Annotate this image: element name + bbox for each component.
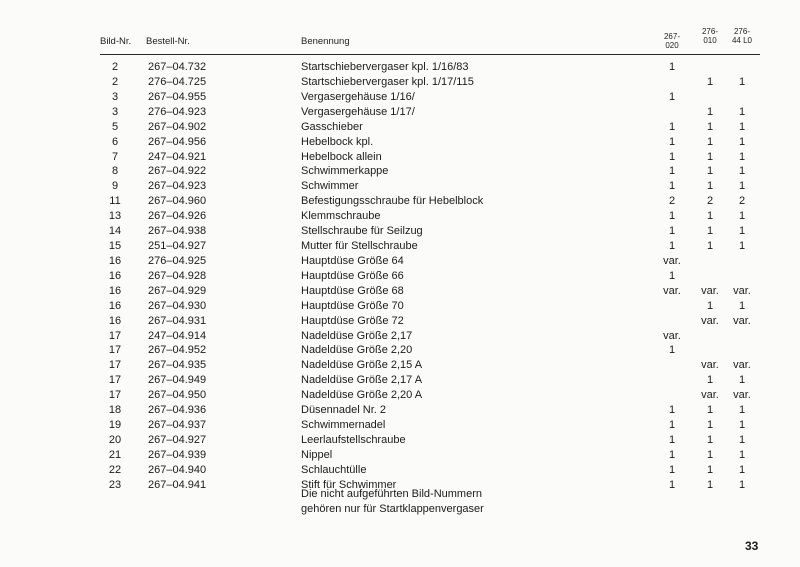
benennung-cell: Nippel [301, 448, 333, 461]
bestell-nr-cell: 267–04.960 [148, 195, 207, 208]
bild-nr-cell: 5 [111, 120, 119, 133]
qty-276-010-cell: 1 [706, 210, 714, 223]
bild-nr-cell: 3 [111, 105, 119, 118]
bestell-nr-cell: 267–04.922 [148, 165, 207, 178]
bestell-nr-cell: 267–04.938 [148, 225, 207, 238]
bestell-nr-cell: 276–04.925 [148, 254, 207, 267]
bestell-nr-cell: 247–04.914 [148, 329, 207, 342]
qty-276-010-cell: 1 [706, 150, 714, 163]
benennung-cell: Nadeldüse Größe 2,20 A [301, 389, 423, 402]
bestell-nr-cell: 267–04.926 [148, 210, 207, 223]
qty-267-020-cell: 1 [668, 210, 676, 223]
bestell-nr-cell: 267–04.902 [148, 120, 207, 133]
bild-nr-cell: 14 [108, 225, 122, 238]
table-row [0, 388, 800, 403]
qty-267-020-cell: 1 [668, 225, 676, 238]
bestell-nr-cell: 267–04.950 [148, 389, 207, 402]
table-row [0, 284, 800, 299]
qty-276-010-cell: var. [701, 359, 719, 372]
qty-276-44l0-cell: 1 [738, 419, 746, 432]
bild-nr-cell: 18 [108, 404, 122, 417]
table-row [0, 209, 800, 224]
qty-276-010-cell: 1 [706, 135, 714, 148]
table-row [0, 224, 800, 239]
qty-267-020-cell: 2 [668, 195, 676, 208]
benennung-cell: Startschiebervergaser kpl. 1/17/115 [301, 75, 474, 88]
qty-276-010-cell: 1 [706, 225, 714, 238]
qty-276-44l0-cell: 1 [738, 210, 746, 223]
qty-267-020-cell: 1 [668, 404, 676, 417]
benennung-cell: Hauptdüse Größe 72 [301, 314, 404, 327]
bestell-nr-cell: 267–04.928 [148, 269, 207, 282]
qty-276-010-cell: 1 [706, 120, 714, 133]
bild-nr-cell: 16 [108, 269, 122, 282]
table-row [0, 418, 800, 433]
table-row [0, 463, 800, 478]
benennung-cell: Stellschraube für Seilzug [301, 225, 423, 238]
bestell-nr-cell: 267–04.930 [148, 299, 207, 312]
benennung-cell: Hauptdüse Größe 70 [301, 299, 404, 312]
qty-276-010-cell: 1 [706, 165, 714, 178]
benennung-cell: Hauptdüse Größe 66 [301, 269, 404, 282]
bestell-nr-cell: 247–04.921 [148, 150, 207, 163]
header-model-line-2: 020 [665, 41, 679, 50]
benennung-cell: Düsennadel Nr. 2 [301, 404, 386, 417]
benennung-cell: Hauptdüse Größe 64 [301, 254, 404, 267]
qty-267-020-cell: 1 [668, 269, 676, 282]
table-row [0, 164, 800, 179]
bild-nr-cell: 17 [108, 374, 122, 387]
benennung-cell: Hebelbock kpl. [301, 135, 374, 148]
qty-276-010-cell: 1 [706, 105, 714, 118]
bestell-nr-cell: 251–04.927 [148, 240, 207, 253]
qty-267-020-cell: 1 [668, 448, 676, 461]
qty-276-44l0-cell: 1 [738, 165, 746, 178]
qty-276-44l0-cell: 1 [738, 434, 746, 446]
table-row [0, 358, 800, 373]
qty-276-010-cell: 1 [706, 434, 714, 446]
page-number: 33 [745, 539, 759, 553]
bestell-nr-cell: 276–04.725 [148, 75, 207, 88]
qty-276-010-cell: 2 [706, 195, 714, 208]
bestell-nr-cell: 267–04.923 [148, 180, 207, 193]
table-row [0, 135, 800, 150]
benennung-cell: Vergasergehäuse 1/17/ [301, 105, 415, 118]
benennung-cell: Nadeldüse Größe 2,17 A [301, 374, 423, 387]
table-row [0, 403, 800, 418]
benennung-cell: Klemmschraube [301, 210, 381, 223]
qty-267-020-cell: 1 [668, 463, 676, 476]
qty-267-020-cell: 1 [668, 478, 676, 491]
qty-276-44l0-cell: 1 [738, 225, 746, 238]
bild-nr-cell: 9 [111, 180, 119, 193]
qty-276-44l0-cell: var. [733, 284, 751, 297]
header-model-276-44l0 [722, 27, 762, 45]
header-benennung: Benennung [301, 36, 350, 47]
benennung-cell: Nadeldüse Größe 2,15 A [301, 359, 423, 372]
qty-267-020-cell: 1 [668, 180, 676, 193]
qty-276-44l0-cell: 1 [738, 105, 746, 118]
bestell-nr-cell: 267–04.940 [148, 463, 207, 476]
qty-276-010-cell: var. [701, 284, 719, 297]
bild-nr-cell: 2 [111, 61, 119, 73]
bild-nr-cell: 20 [108, 434, 122, 446]
header-model-267-020 [652, 32, 692, 50]
bild-nr-cell: 6 [111, 135, 119, 148]
qty-267-020-cell: 1 [668, 61, 676, 73]
bild-nr-cell: 17 [108, 359, 122, 372]
qty-276-44l0-cell: 1 [738, 374, 746, 387]
qty-267-020-cell: 1 [668, 135, 676, 148]
table-row [0, 194, 800, 209]
qty-276-010-cell: 1 [706, 448, 714, 461]
bestell-nr-cell: 267–04.952 [148, 344, 207, 357]
table-row [0, 343, 800, 358]
qty-276-010-cell: 1 [706, 180, 714, 193]
bestell-nr-cell: 267–04.732 [148, 61, 207, 73]
qty-267-020-cell: 1 [668, 90, 676, 103]
header-model-line-1: 276- [733, 27, 750, 36]
benennung-cell: Gasschieber [301, 120, 363, 133]
table-row [0, 60, 800, 75]
qty-276-010-cell: 1 [706, 240, 714, 253]
qty-276-010-cell: 1 [706, 404, 714, 417]
qty-267-020-cell: 1 [668, 419, 676, 432]
bestell-nr-cell: 267–04.941 [148, 478, 207, 491]
bestell-nr-cell: 267–04.929 [148, 284, 207, 297]
qty-276-44l0-cell: 1 [738, 463, 746, 476]
benennung-cell: Schwimmerkappe [301, 165, 389, 178]
qty-276-44l0-cell: 1 [738, 448, 746, 461]
qty-276-44l0-cell: var. [733, 359, 751, 372]
benennung-cell: Mutter für Stellschraube [301, 240, 418, 253]
bestell-nr-cell: 267–04.935 [148, 359, 207, 372]
bestell-nr-cell: 267–04.927 [148, 434, 207, 446]
bild-nr-cell: 16 [108, 299, 122, 312]
header-rule [100, 54, 760, 55]
bestell-nr-cell: 267–04.949 [148, 374, 207, 387]
bild-nr-cell: 19 [108, 419, 122, 432]
bild-nr-cell: 15 [108, 240, 122, 253]
benennung-cell: Hauptdüse Größe 68 [301, 284, 404, 297]
table-row [0, 329, 800, 344]
qty-276-44l0-cell: 1 [738, 150, 746, 163]
table-row [0, 179, 800, 194]
qty-276-44l0-cell: 1 [738, 478, 746, 491]
qty-267-020-cell: 1 [668, 434, 676, 446]
table-row [0, 448, 800, 463]
benennung-cell: Hebelbock allein [301, 150, 382, 163]
qty-276-44l0-cell: 1 [738, 240, 746, 253]
bestell-nr-cell: 267–04.956 [148, 135, 207, 148]
table-row [0, 314, 800, 329]
benennung-cell: Schlauchtülle [301, 463, 367, 476]
benennung-cell: Schwimmer [301, 180, 359, 193]
qty-267-020-cell: var. [663, 254, 681, 267]
qty-276-44l0-cell: 1 [738, 299, 746, 312]
bild-nr-cell: 23 [108, 478, 122, 491]
benennung-cell: Nadeldüse Größe 2,17 [301, 329, 413, 342]
bild-nr-cell: 22 [108, 463, 122, 476]
qty-267-020-cell: 1 [668, 120, 676, 133]
table-row [0, 75, 800, 90]
qty-276-010-cell: var. [701, 389, 719, 402]
qty-276-010-cell: 1 [706, 374, 714, 387]
table-row [0, 150, 800, 165]
qty-267-020-cell: var. [663, 284, 681, 297]
bild-nr-cell: 13 [108, 210, 122, 223]
qty-276-44l0-cell: var. [733, 314, 751, 327]
qty-276-44l0-cell: 1 [738, 75, 746, 88]
bild-nr-cell: 11 [109, 195, 121, 208]
qty-276-010-cell: 1 [706, 463, 714, 476]
table-row [0, 90, 800, 105]
bild-nr-cell: 16 [108, 254, 122, 267]
qty-276-44l0-cell: 1 [738, 180, 746, 193]
bild-nr-cell: 7 [111, 150, 119, 163]
qty-276-010-cell: 1 [706, 478, 714, 491]
bild-nr-cell: 16 [108, 314, 122, 327]
table-row [0, 299, 800, 314]
table-row [0, 239, 800, 254]
table-row [0, 105, 800, 120]
qty-267-020-cell: var. [663, 329, 681, 342]
benennung-cell: Stift für Schwimmer [301, 478, 397, 491]
qty-267-020-cell: 1 [668, 165, 676, 178]
bild-nr-cell: 8 [111, 165, 119, 178]
bestell-nr-cell: 267–04.931 [148, 314, 207, 327]
benennung-cell: Schwimmernadel [301, 419, 386, 432]
bild-nr-cell: 17 [108, 329, 122, 342]
qty-276-010-cell: 1 [706, 299, 714, 312]
qty-267-020-cell: 1 [668, 150, 676, 163]
table-row [0, 254, 800, 269]
benennung-cell: Nadeldüse Größe 2,20 [301, 344, 413, 357]
header-model-line-2: 44 L0 [731, 36, 753, 45]
bestell-nr-cell: 276–04.923 [148, 105, 207, 118]
bild-nr-cell: 21 [108, 448, 122, 461]
qty-276-44l0-cell: 1 [738, 404, 746, 417]
bestell-nr-cell: 267–04.939 [148, 448, 207, 461]
bild-nr-cell: 2 [111, 75, 119, 88]
header-bestell-nr: Bestell-Nr. [146, 36, 190, 47]
header-model-line-2: 010 [703, 36, 717, 45]
header-model-line-1: 276- [701, 27, 718, 36]
qty-276-44l0-cell: 2 [738, 195, 746, 208]
bild-nr-cell: 17 [108, 344, 122, 357]
bild-nr-cell: 17 [108, 389, 122, 402]
bestell-nr-cell: 267–04.937 [148, 419, 207, 432]
header-model-line-1: 267- [663, 32, 680, 41]
table-row [0, 269, 800, 284]
bestell-nr-cell: 267–04.955 [148, 90, 207, 103]
bestell-nr-cell: 267–04.936 [148, 404, 207, 417]
table-row [0, 373, 800, 388]
header-bild-nr: Bild-Nr. [100, 36, 132, 47]
footnote-line-2: gehören nur für Startklappenvergaser [301, 503, 484, 515]
table-row [0, 433, 800, 448]
qty-276-010-cell: 1 [706, 75, 714, 88]
qty-267-020-cell: 1 [668, 344, 676, 357]
qty-276-010-cell: var. [701, 314, 719, 327]
footnote-line-1: Die nicht aufgeführten Bild-Nummern [301, 488, 482, 500]
table-row [0, 120, 800, 135]
qty-276-010-cell: 1 [706, 419, 714, 432]
benennung-cell: Vergasergehäuse 1/16/ [301, 90, 415, 103]
qty-276-44l0-cell: 1 [738, 135, 746, 148]
qty-276-44l0-cell: 1 [738, 120, 746, 133]
benennung-cell: Leerlaufstellschraube [301, 434, 406, 446]
qty-276-44l0-cell: var. [733, 389, 751, 402]
bild-nr-cell: 3 [111, 90, 119, 103]
qty-267-020-cell: 1 [668, 240, 676, 253]
bild-nr-cell: 16 [108, 284, 122, 297]
benennung-cell: Befestigungsschraube für Hebelblock [301, 195, 484, 208]
benennung-cell: Startschiebervergaser kpl. 1/16/83 [301, 61, 469, 73]
